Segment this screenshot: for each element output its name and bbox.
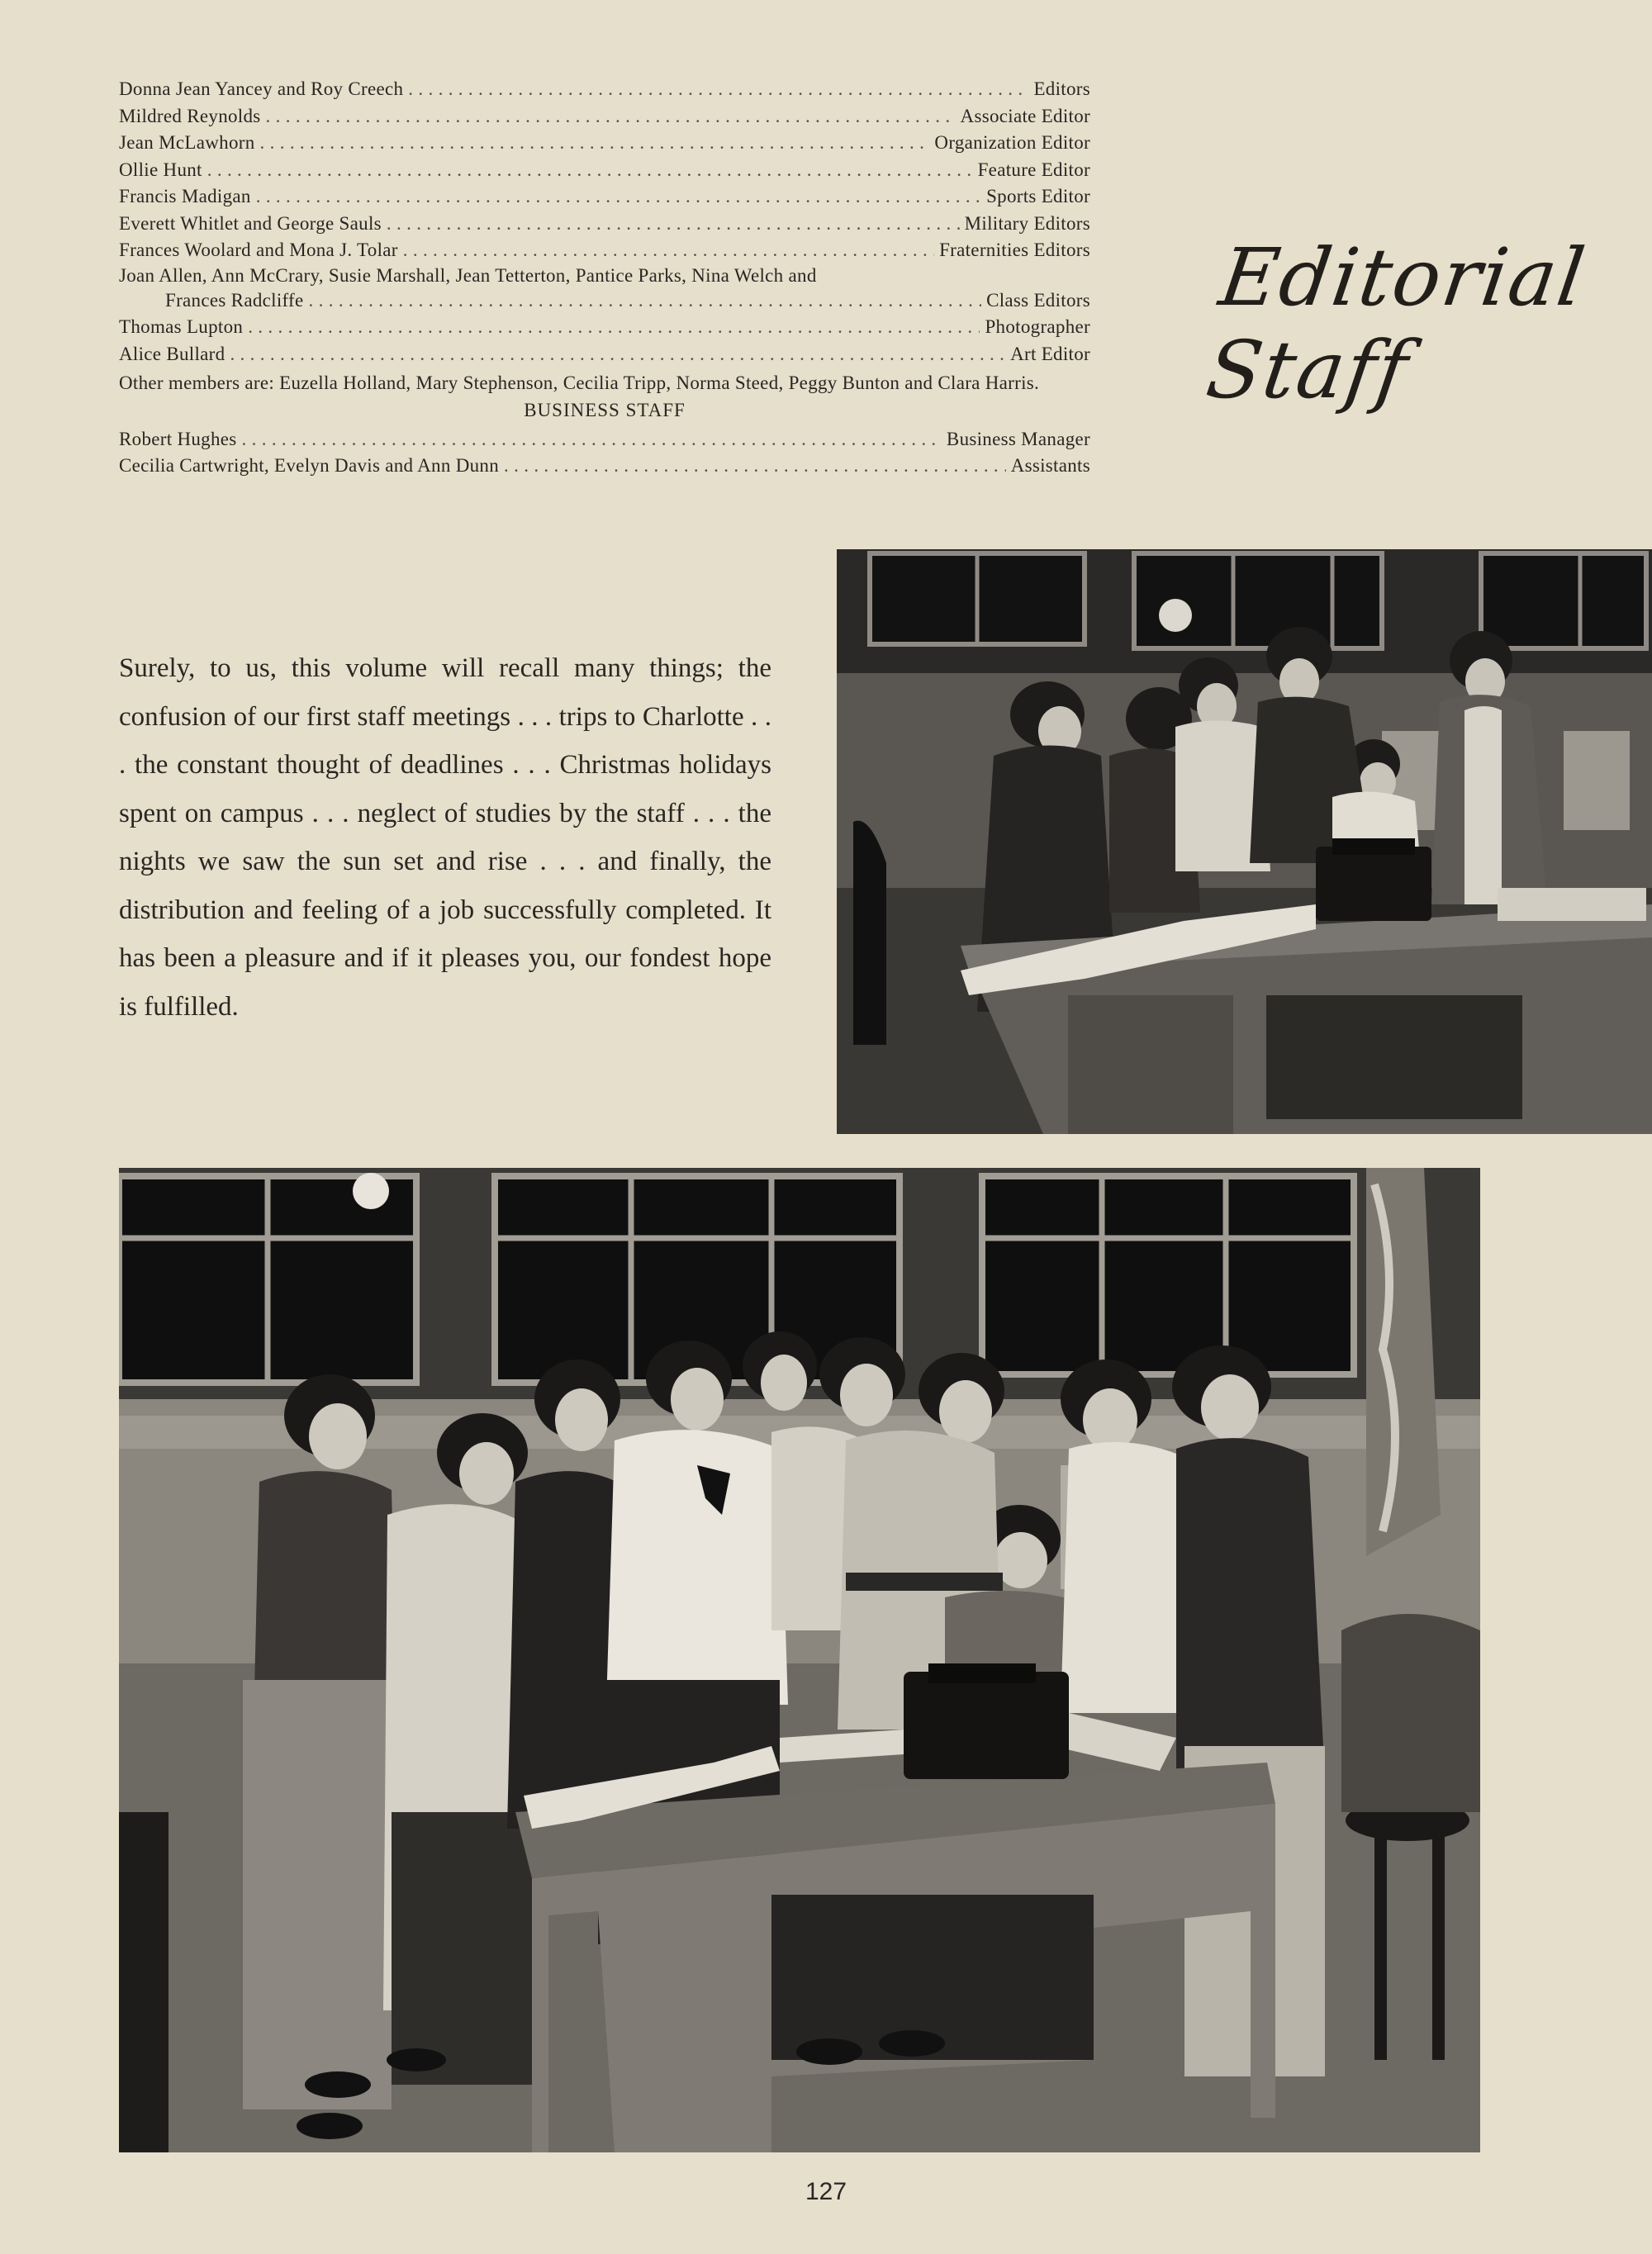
- leader-dots: [256, 183, 981, 211]
- class-editors-names: Joan Allen, Ann McCrary, Susie Marshall, Jean Tetterton, Pantice Parks, Nina Welch and: [119, 264, 817, 286]
- leader-dots: [230, 341, 1005, 368]
- staff-role: Business Manager: [946, 428, 1090, 449]
- staff-row: [119, 314, 1090, 341]
- staff-role: Class Editors: [986, 289, 1090, 311]
- section-title: Editorial Staff: [1201, 231, 1592, 416]
- staff-photo-bottom: [119, 1168, 1480, 2152]
- staff-name: Donna Jean Yancey and Roy Creech: [119, 78, 404, 99]
- staff-photo-top: [837, 549, 1652, 1134]
- leader-dots: [242, 426, 942, 453]
- staff-name: Jean McLawhorn: [119, 132, 255, 153]
- staff-row: [119, 211, 1090, 238]
- other-members: Other members are: Euzella Holland, Mary Stephenson, Cecilia Tripp, Norma Steed, Peggy Bunton and Clara Harris.: [119, 373, 1040, 393]
- staff-photo-top-image: [837, 549, 1652, 1134]
- staff-row: [119, 237, 1090, 264]
- staff-photo-bottom-image: [119, 1168, 1480, 2152]
- staff-row: [119, 103, 1090, 130]
- staff-role: Associate Editor: [960, 105, 1090, 126]
- staff-name: Everett Whitlet and George Sauls: [119, 212, 382, 234]
- staff-list: [119, 76, 1090, 480]
- body-paragraph: Surely, to us, this volume will recall many things; the confusion of our first staff meetings . . . trips to Charlotte . . . the constant thought of deadlines . . . Christmas holidays spent on campus . . . neglect of studies by the staff . . . the nights we saw the sun set and rise . . . and finally, the distribution and feeling of a job successfully completed. It has been a pleasure and if it pleases you, our fondest hope is fulfilled.: [119, 653, 771, 1022]
- staff-row: [119, 183, 1090, 211]
- staff-name: Ollie Hunt: [119, 159, 202, 180]
- leader-dots: [309, 287, 982, 315]
- staff-role: Sports Editor: [986, 186, 1090, 206]
- staff-role: Editors: [1033, 78, 1090, 99]
- staff-row: [119, 130, 1090, 157]
- staff-name: Francis Madigan: [119, 186, 251, 206]
- staff-row: [119, 341, 1090, 368]
- class-editors-entry: [119, 264, 1090, 315]
- leader-dots: [207, 157, 973, 184]
- leader-dots: [403, 237, 934, 264]
- staff-row: [119, 426, 1090, 453]
- staff-name: Thomas Lupton: [119, 316, 244, 337]
- staff-row: [119, 157, 1090, 184]
- staff-name: Cecilia Cartwright, Evelyn Davis and Ann Dunn: [119, 455, 500, 476]
- staff-role: Photographer: [985, 316, 1090, 337]
- staff-role: Fraternities Editors: [939, 240, 1090, 260]
- staff-role: Organization Editor: [934, 132, 1090, 153]
- business-staff-heading: BUSINESS STAFF: [524, 400, 686, 420]
- leader-dots: [260, 130, 930, 157]
- staff-row: [119, 76, 1090, 103]
- staff-name: Frances Woolard and Mona J. Tolar: [119, 240, 398, 260]
- staff-name: Frances Radcliffe: [165, 289, 304, 311]
- leader-dots: [248, 314, 980, 341]
- staff-role: Assistants: [1010, 455, 1090, 476]
- leader-dots: [387, 211, 960, 238]
- leader-dots: [408, 76, 1028, 103]
- staff-row: [119, 287, 1090, 315]
- staff-row: [119, 453, 1090, 480]
- staff-role: Feature Editor: [977, 159, 1090, 180]
- staff-role: Art Editor: [1010, 343, 1090, 364]
- leader-dots: [504, 453, 1006, 480]
- staff-name: Robert Hughes: [119, 428, 237, 449]
- staff-name: Alice Bullard: [119, 343, 225, 364]
- staff-role: Military Editors: [964, 212, 1090, 234]
- staff-name: Mildred Reynolds: [119, 105, 261, 126]
- leader-dots: [266, 103, 956, 130]
- page-number: 127: [805, 2178, 847, 2205]
